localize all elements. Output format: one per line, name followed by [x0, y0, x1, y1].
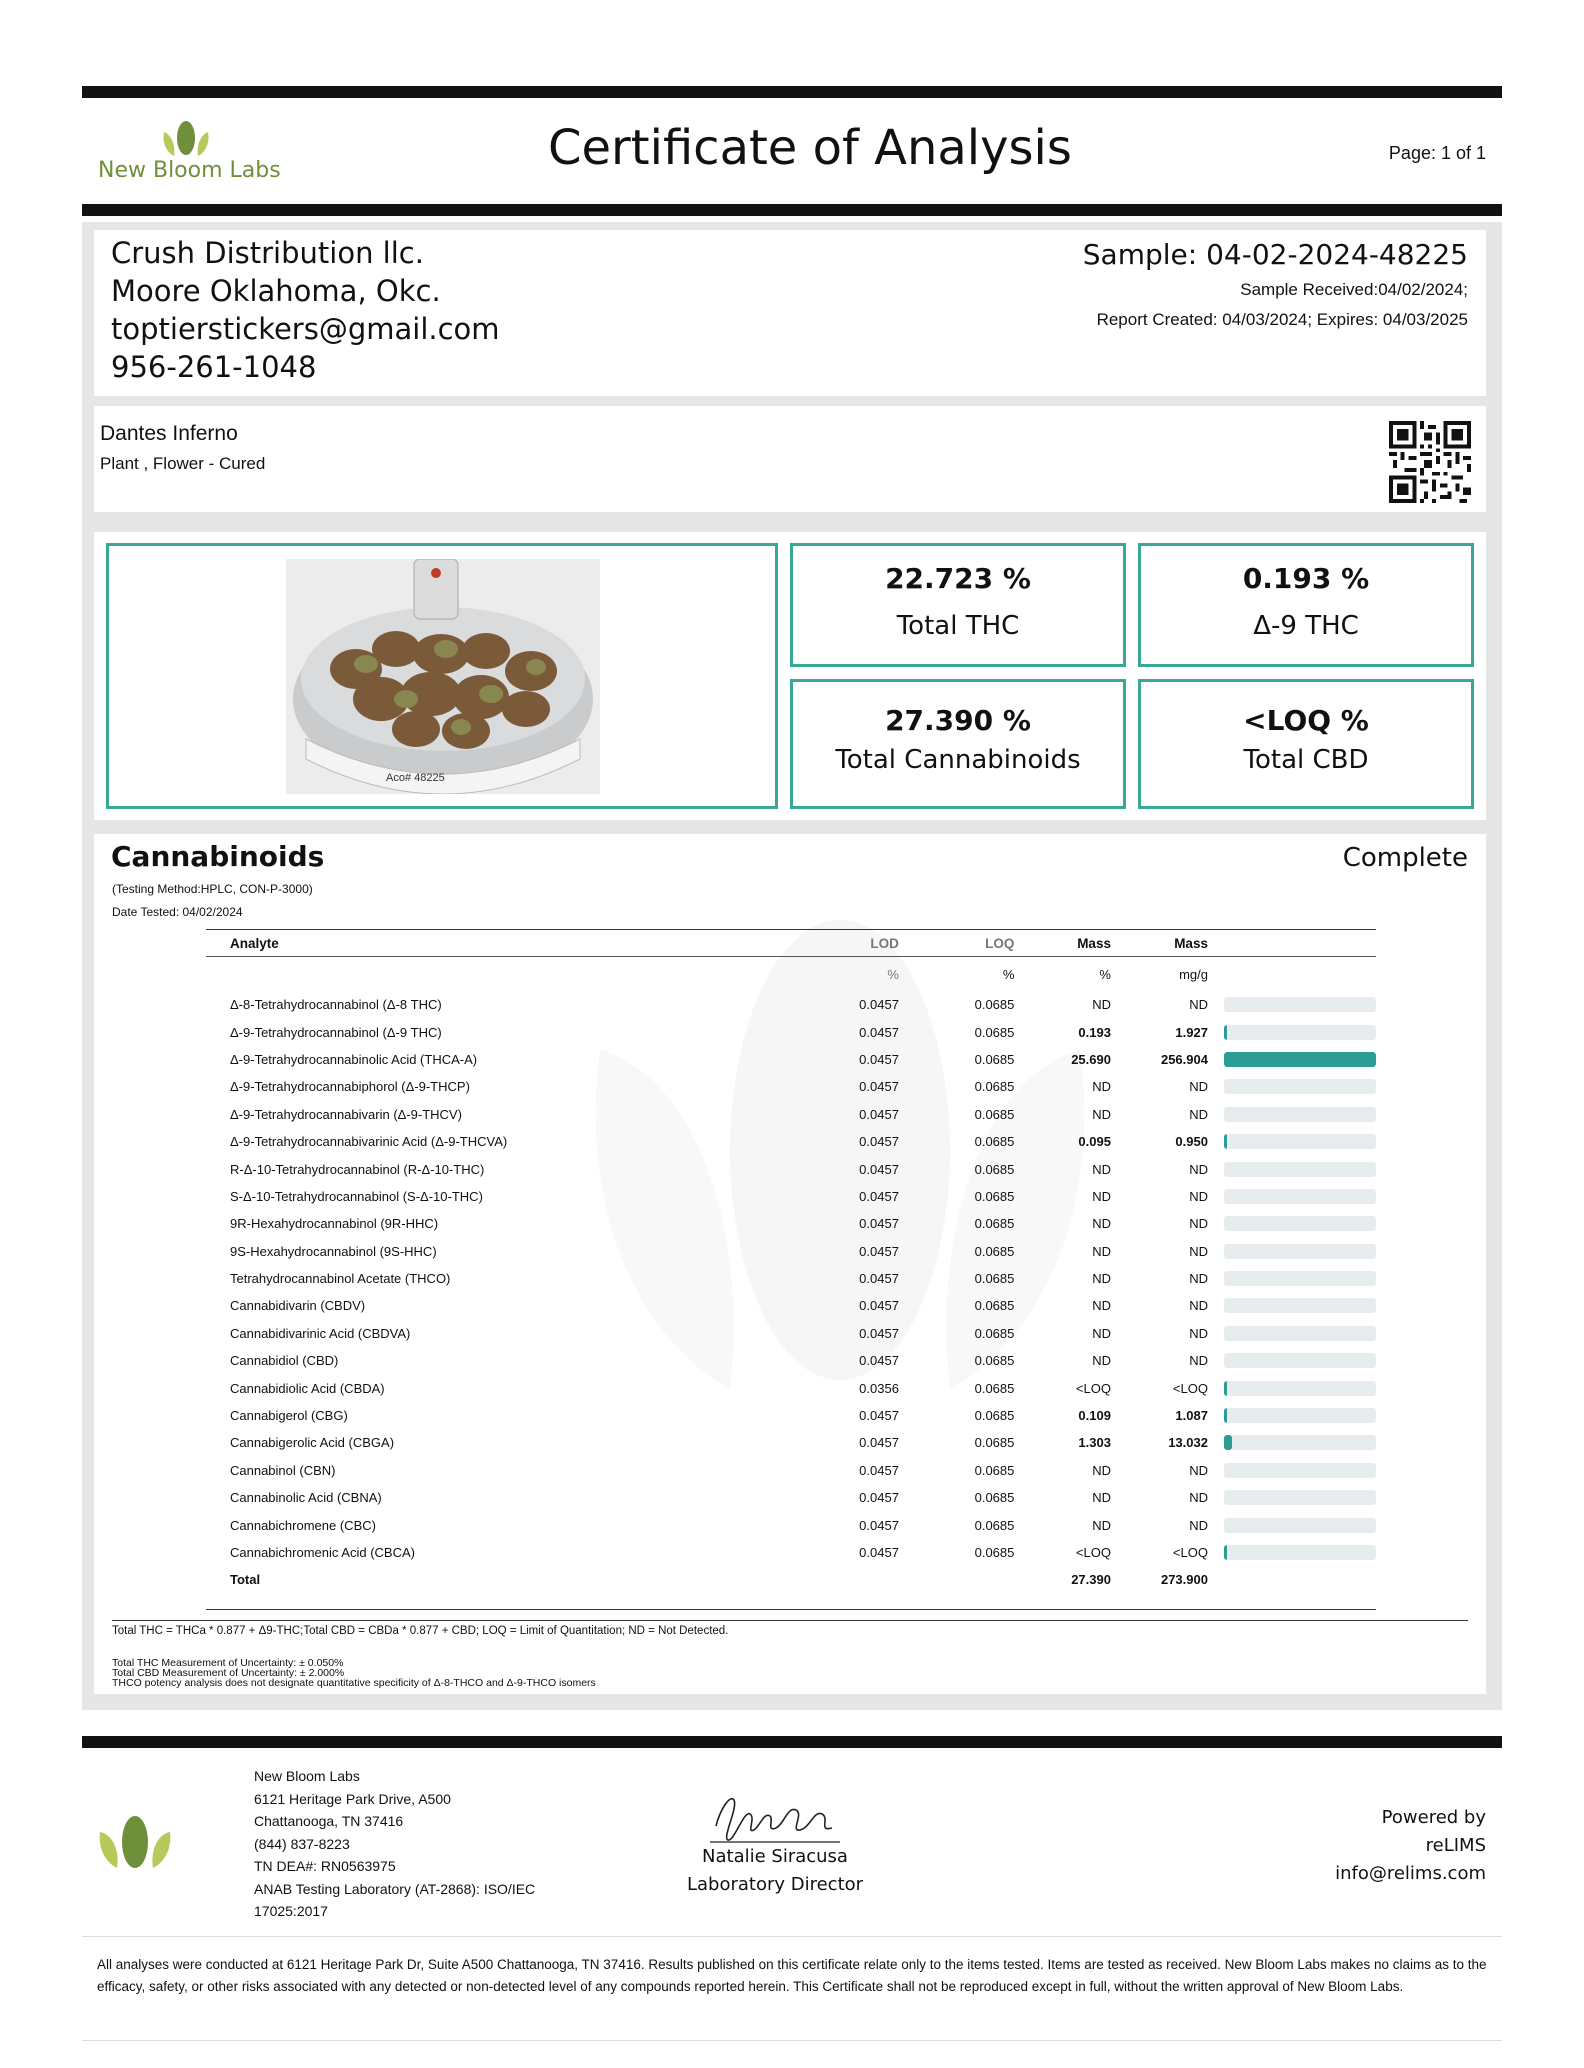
lod-value: 0.0457 [859, 1545, 899, 1560]
bar-cell [1208, 1292, 1376, 1319]
total-row [206, 1566, 1376, 1593]
table-row [206, 1210, 1376, 1237]
analyte-name: Δ-9-Tetrahydrocannabivarin (Δ-9-THCV) [230, 1106, 462, 1122]
stat-total-cannabinoids-label: Total Cannabinoids [835, 745, 1081, 775]
unit-analyte [206, 957, 812, 992]
unit-lod: % [887, 966, 899, 982]
mass-mg-value: ND [1189, 1216, 1208, 1232]
lod-value: 0.0457 [859, 1325, 899, 1341]
bar-cell [1208, 1018, 1376, 1045]
lod-value: 0.0457 [859, 1435, 899, 1451]
bar-cell [1208, 1402, 1376, 1429]
bar-cell [1208, 1155, 1376, 1182]
col-mass-pct: Mass [1077, 935, 1111, 951]
client-email: toptierstickers@gmail.com [111, 312, 500, 346]
loq-value: 0.0685 [974, 1216, 1015, 1232]
analyte-name: Cannabigerol (CBG) [230, 1408, 348, 1424]
analyte-name: Δ-9-Tetrahydrocannabiphorol (Δ-9-THCP) [230, 1079, 470, 1095]
mass-mg-value: <LOQ [1172, 1380, 1208, 1396]
lod-value: 0.0457 [859, 1188, 899, 1204]
analyte-name: 9R-Hexahydrocannabinol (9R-HHC) [230, 1216, 439, 1232]
stat-total-thc-value: 22.723 % [885, 562, 1031, 595]
mass-mg-value: 1.087 [1175, 1408, 1208, 1424]
mass-pct-value: ND [1092, 1079, 1111, 1095]
table-row [206, 991, 1376, 1018]
loq-value: 0.0685 [974, 1106, 1015, 1122]
bar-cell [1208, 1539, 1376, 1566]
thco-note: THCO potency analysis does not designate quantitative specificity of Δ-8-THCO and Δ-9-THCO isomers [112, 1677, 596, 1689]
lab-accreditation: ANAB Testing Laboratory (AT-2868): ISO/IEC [254, 1880, 536, 1897]
analyte-name: Δ-8-Tetrahydrocannabinol (Δ-8 THC) [230, 997, 442, 1013]
footer-bottom-rule [82, 2040, 1502, 2041]
analyte-name: Cannabidivarin (CBDV) [230, 1298, 366, 1314]
table-row [206, 1484, 1376, 1511]
level-bar [1224, 1545, 1376, 1560]
lod-value: 0.0457 [859, 1490, 899, 1506]
lod-value: 0.0457 [859, 1243, 899, 1259]
bar-cell [1208, 1210, 1376, 1237]
level-bar-fill [1224, 1381, 1227, 1396]
lab-accreditation-2: 17025:2017 [254, 1903, 328, 1919]
mass-mg-value: ND [1189, 1298, 1208, 1314]
mass-pct-value: ND [1092, 1271, 1111, 1287]
mass-pct-value: 0.095 [1078, 1134, 1111, 1150]
analyte-name: Cannabichromene (CBC) [230, 1517, 376, 1533]
loq-value: 0.0685 [974, 1490, 1015, 1506]
lod-value: 0.0457 [859, 1408, 899, 1424]
sample-id: Sample: 04-02-2024-48225 [1082, 238, 1468, 271]
product-card [94, 406, 1486, 512]
loq-value: 0.0685 [974, 1408, 1015, 1424]
table-units-row [206, 957, 1376, 992]
mass-mg-value: 0.950 [1175, 1134, 1208, 1150]
client-info [111, 234, 500, 386]
mass-pct-value: ND [1092, 1188, 1111, 1204]
cannabinoids-status: Complete [1342, 843, 1468, 873]
powered-by [1280, 1804, 1486, 1888]
unit-loq: % [1002, 966, 1015, 982]
col-loq: LOQ [985, 935, 1015, 951]
analyte-name: Δ-9-Tetrahydrocannabinolic Acid (THCA-A) [230, 1051, 478, 1067]
footer-logo-icon [96, 1812, 174, 1872]
analyte-name: Cannabidiolic Acid (CBDA) [230, 1380, 385, 1396]
cannabinoids-table [206, 930, 1376, 1594]
table-row [206, 1320, 1376, 1347]
analyte-name: Tetrahydrocannabinol Acetate (THCO) [230, 1271, 451, 1287]
table-row [206, 1238, 1376, 1265]
table-row [206, 1183, 1376, 1210]
stat-total-cbd-value: <LOQ % [1243, 704, 1369, 737]
level-bar [1224, 1107, 1376, 1122]
bar-cell [1208, 1457, 1376, 1484]
level-bar-fill [1224, 1545, 1227, 1560]
bar-cell [1208, 1238, 1376, 1265]
lab-phone: (844) 837-8223 [254, 1835, 350, 1852]
cannabinoids-title: Cannabinoids [111, 840, 325, 873]
signer-name: Natalie Siracusa [702, 1846, 848, 1867]
top-bar [82, 86, 1502, 98]
bar-cell [1208, 1374, 1376, 1401]
lab-address [254, 1765, 535, 1923]
signature-image [700, 1780, 850, 1850]
table-row [206, 1018, 1376, 1045]
loq-value: 0.0685 [974, 1353, 1015, 1369]
new-bloom-logo-icon [160, 118, 212, 160]
bar-cell [1208, 1265, 1376, 1292]
total-pct: 27.390 [1071, 1572, 1111, 1588]
lod-value: 0.0457 [859, 1517, 899, 1533]
disclaimer: All analyses were conducted at 6121 Heritage Park Dr, Suite A500 Chattanooga, TN 37416. Results published on this certificate relate only to the items tested. Items are tested as received. New Bloom Labs makes no claims as to the efficacy, safety, or other risks associated with any detected or non-detected level of any compounds reported herein. This Certificate shall not be reproduced except in full, without the written approval of New Bloom Labs. [97, 1957, 1487, 1994]
table-bottom-rule [206, 1609, 1376, 1610]
table-row [206, 1511, 1376, 1538]
mass-pct-value: <LOQ [1075, 1545, 1111, 1560]
table-row [206, 1347, 1376, 1374]
col-mass-mg: Mass [1174, 935, 1208, 951]
level-bar-fill [1224, 1408, 1227, 1423]
cbd-uncertainty: Total CBD Measurement of Uncertainty: ± 2.000% [112, 1667, 345, 1679]
qr-code-icon [1389, 421, 1471, 503]
client-phone: 956-261-1048 [111, 350, 317, 384]
notes-rule [112, 1620, 1468, 1621]
report-dates: Report Created: 04/03/2024; Expires: 04/03/2025 [1096, 310, 1468, 329]
client-location: Moore Oklahoma, Okc. [111, 274, 441, 308]
mass-mg-value: ND [1189, 1325, 1208, 1341]
lod-value: 0.0457 [859, 1024, 899, 1040]
lod-value: 0.0457 [859, 1106, 899, 1122]
level-bar [1224, 1381, 1376, 1396]
lab-name: New Bloom Labs [254, 1768, 360, 1784]
bar-cell [1208, 1484, 1376, 1511]
mass-mg-value: ND [1189, 997, 1208, 1013]
level-bar [1224, 1079, 1376, 1094]
analyte-name: Cannabinol (CBN) [230, 1462, 336, 1478]
table-row [206, 1101, 1376, 1128]
lod-value: 0.0457 [859, 1079, 899, 1095]
mass-mg-value: ND [1189, 1462, 1208, 1478]
page-title: Certificate of Analysis [548, 120, 1072, 176]
mass-mg-value: ND [1189, 1106, 1208, 1122]
mass-pct-value: ND [1092, 1325, 1111, 1341]
stat-d9-thc [1138, 543, 1474, 667]
loq-value: 0.0685 [974, 1188, 1015, 1204]
total-mg: 273.900 [1160, 1572, 1208, 1588]
unit-mass-pct: % [1099, 966, 1111, 982]
col-bar [1208, 930, 1376, 957]
loq-value: 0.0685 [974, 1435, 1015, 1451]
level-bar [1224, 1353, 1376, 1368]
bar-cell [1208, 991, 1376, 1018]
col-lod: LOD [870, 935, 899, 951]
table-row [206, 1429, 1376, 1456]
stat-total-cannabinoids-value: 27.390 % [885, 704, 1031, 737]
sample-received: Sample Received:04/02/2024; [1240, 280, 1468, 299]
mass-mg-value: 1.927 [1175, 1024, 1208, 1040]
loq-value: 0.0685 [974, 1462, 1015, 1478]
uncertainty-notes [112, 1658, 596, 1688]
mass-pct-value: ND [1092, 1298, 1111, 1314]
powered-by-brand: reLIMS [1425, 1835, 1486, 1856]
level-bar [1224, 1490, 1376, 1505]
mass-pct-value: 0.193 [1078, 1024, 1111, 1040]
lod-value: 0.0457 [859, 997, 899, 1013]
bar-cell [1208, 1511, 1376, 1538]
table-row [206, 1402, 1376, 1429]
product-name: Dantes Inferno [100, 422, 238, 445]
thc-uncertainty: Total THC Measurement of Uncertainty: ± 0.050% [112, 1657, 344, 1669]
analyte-name: 9S-Hexahydrocannabinol (9S-HHC) [230, 1243, 437, 1259]
stat-total-thc-label: Total THC [896, 611, 1020, 641]
mass-mg-value: ND [1189, 1079, 1208, 1095]
mass-pct-value: ND [1092, 1462, 1111, 1478]
level-bar-fill [1224, 1025, 1227, 1040]
table-row [206, 1374, 1376, 1401]
loq-value: 0.0685 [974, 997, 1015, 1013]
mass-pct-value: ND [1092, 997, 1111, 1013]
mass-pct-value: ND [1092, 1353, 1111, 1369]
analyte-name: Cannabichromenic Acid (CBCA) [230, 1545, 415, 1560]
client-name: Crush Distribution llc. [111, 236, 424, 270]
stat-total-cbd-label: Total CBD [1243, 745, 1369, 775]
loq-value: 0.0685 [974, 1271, 1015, 1287]
mass-pct-value: ND [1092, 1243, 1111, 1259]
mass-pct-value: 1.303 [1078, 1435, 1111, 1451]
level-bar [1224, 1244, 1376, 1259]
unit-mass-mg: mg/g [1179, 966, 1208, 982]
analyte-name: Δ-9-Tetrahydrocannabivarinic Acid (Δ-9-THCVA) [230, 1134, 508, 1150]
footer-rule [82, 1936, 1502, 1937]
loq-value: 0.0685 [974, 1079, 1015, 1095]
table-row [206, 1457, 1376, 1484]
mass-pct-value: ND [1092, 1106, 1111, 1122]
lod-value: 0.0457 [859, 1216, 899, 1232]
table-row [206, 1128, 1376, 1155]
level-bar [1224, 1134, 1376, 1149]
level-bar [1224, 1435, 1376, 1450]
level-bar [1224, 1216, 1376, 1231]
mass-mg-value: ND [1189, 1353, 1208, 1369]
lod-value: 0.0457 [859, 1353, 899, 1369]
mass-mg-value: ND [1189, 1490, 1208, 1506]
photo-tag-text: Aco# 48225 [386, 772, 445, 784]
level-bar [1224, 997, 1376, 1012]
level-bar-fill [1224, 1435, 1232, 1450]
lod-value: 0.0457 [859, 1462, 899, 1478]
unit-bar [1208, 957, 1376, 992]
powered-by-email: info@relims.com [1335, 1863, 1486, 1884]
mass-pct-value: 25.690 [1071, 1051, 1111, 1067]
level-bar [1224, 1025, 1376, 1040]
stat-total-cannabinoids [790, 679, 1126, 809]
mass-mg-value: <LOQ [1172, 1545, 1208, 1560]
mass-mg-value: ND [1189, 1161, 1208, 1177]
mass-pct-value: <LOQ [1075, 1380, 1111, 1396]
mass-pct-value: ND [1092, 1490, 1111, 1506]
lod-value: 0.0457 [859, 1271, 899, 1287]
signer-title: Laboratory Director [686, 1874, 864, 1895]
loq-value: 0.0685 [974, 1325, 1015, 1341]
analyte-name: Cannabigerolic Acid (CBGA) [230, 1435, 395, 1451]
mass-mg-value: ND [1189, 1188, 1208, 1204]
level-bar [1224, 1463, 1376, 1478]
bar-cell [1208, 1046, 1376, 1073]
testing-method: (Testing Method:HPLC, CON-P-3000) [112, 882, 313, 896]
analyte-name: Δ-9-Tetrahydrocannabinol (Δ-9 THC) [230, 1024, 442, 1040]
mass-pct-value: ND [1092, 1161, 1111, 1177]
level-bar-fill [1224, 1134, 1227, 1149]
table-header-row [206, 930, 1376, 957]
loq-value: 0.0685 [974, 1545, 1015, 1560]
stat-d9-thc-label: Δ-9 THC [1253, 611, 1359, 641]
header-bottom-bar [82, 204, 1502, 216]
analyte-name: Cannabidiol (CBD) [230, 1353, 339, 1369]
bar-cell [1208, 1347, 1376, 1374]
mass-mg-value: ND [1189, 1243, 1208, 1259]
powered-by-label: Powered by [1381, 1807, 1486, 1828]
loq-value: 0.0685 [974, 1380, 1015, 1396]
mass-pct-value: 0.109 [1078, 1408, 1111, 1424]
col-analyte: Analyte [230, 935, 279, 951]
cannabinoids-rows [206, 991, 1376, 1566]
bar-cell [1208, 1183, 1376, 1210]
mass-pct-value: ND [1092, 1517, 1111, 1533]
mass-mg-value: ND [1189, 1517, 1208, 1533]
bar-cell [1208, 1073, 1376, 1100]
level-bar [1224, 1518, 1376, 1533]
analyte-name: R-Δ-10-Tetrahydrocannabinol (R-Δ-10-THC) [230, 1161, 485, 1177]
loq-value: 0.0685 [974, 1051, 1015, 1067]
level-bar [1224, 1162, 1376, 1177]
level-bar [1224, 1271, 1376, 1286]
table-row [206, 1046, 1376, 1073]
page-number: Page: 1 of 1 [1388, 143, 1486, 163]
level-bar-fill [1224, 1052, 1376, 1067]
total-label: Total [230, 1572, 261, 1588]
lod-value: 0.0457 [859, 1134, 899, 1150]
lab-street: 6121 Heritage Park Drive, A500 [254, 1790, 451, 1807]
mass-mg-value: ND [1189, 1271, 1208, 1287]
stat-total-thc [790, 543, 1126, 667]
mass-mg-value: 13.032 [1168, 1435, 1208, 1451]
bar-cell [1208, 1128, 1376, 1155]
analyte-name: Cannabinolic Acid (CBNA) [230, 1490, 382, 1506]
lod-value: 0.0457 [859, 1161, 899, 1177]
table-row [206, 1073, 1376, 1100]
table-row [206, 1539, 1376, 1566]
level-bar [1224, 1326, 1376, 1341]
date-tested: Date Tested: 04/02/2024 [112, 905, 243, 919]
stat-d9-thc-value: 0.193 % [1242, 562, 1370, 595]
lod-value: 0.0457 [859, 1298, 899, 1314]
level-bar [1224, 1052, 1376, 1067]
formula-note: Total THC = THCa * 0.877 + Δ9-THC;Total CBD = CBDa * 0.877 + CBD; LOQ = Limit of Quantitation; ND = Not Detected. [112, 1625, 729, 1637]
loq-value: 0.0685 [974, 1024, 1015, 1040]
footer-top-bar [82, 1736, 1502, 1748]
bar-cell [1208, 1429, 1376, 1456]
lod-value: 0.0457 [859, 1051, 899, 1067]
stat-total-cbd [1138, 679, 1474, 809]
loq-value: 0.0685 [974, 1134, 1015, 1150]
loq-value: 0.0685 [974, 1161, 1015, 1177]
logo-text: New Bloom Labs [98, 158, 281, 183]
loq-value: 0.0685 [974, 1298, 1015, 1314]
level-bar [1224, 1408, 1376, 1423]
table-row [206, 1155, 1376, 1182]
level-bar [1224, 1189, 1376, 1204]
loq-value: 0.0685 [974, 1243, 1015, 1259]
analyte-name: Cannabidivarinic Acid (CBDVA) [230, 1325, 411, 1341]
mass-pct-value: ND [1092, 1216, 1111, 1232]
lab-dea: TN DEA#: RN0563975 [254, 1858, 396, 1874]
sample-photo [286, 559, 600, 794]
mass-mg-value: 256.904 [1160, 1051, 1208, 1067]
analyte-name: S-Δ-10-Tetrahydrocannabinol (S-Δ-10-THC) [230, 1188, 483, 1204]
table-row [206, 1292, 1376, 1319]
level-bar [1224, 1298, 1376, 1313]
table-row [206, 1265, 1376, 1292]
lod-value: 0.0356 [859, 1380, 899, 1396]
lab-city: Chattanooga, TN 37416 [254, 1813, 404, 1829]
bar-cell [1208, 1320, 1376, 1347]
loq-value: 0.0685 [974, 1517, 1015, 1533]
product-type: Plant , Flower - Cured [100, 454, 266, 473]
bar-cell [1208, 1101, 1376, 1128]
